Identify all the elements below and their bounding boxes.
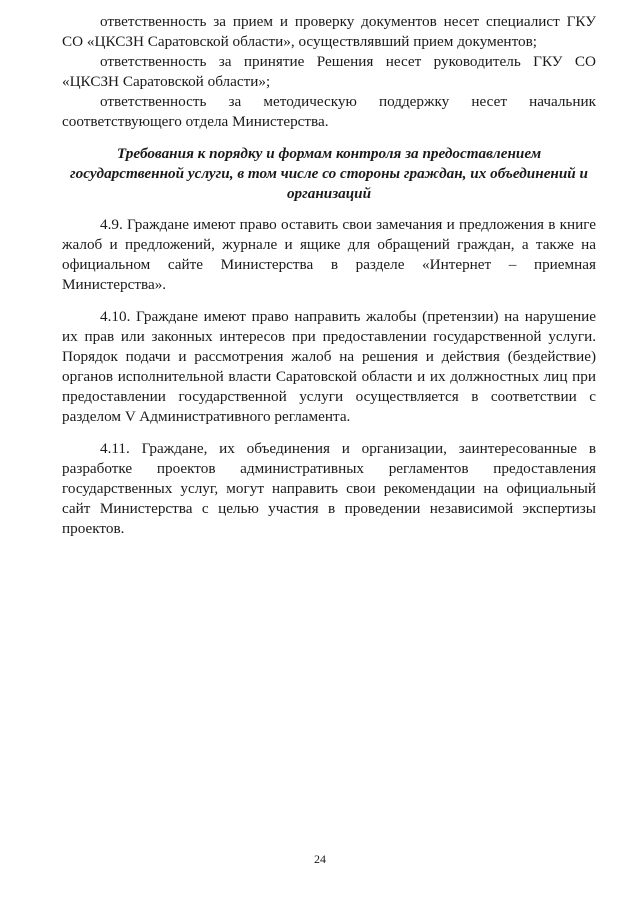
paragraph-4-9: 4.9. Граждане имеют право оставить свои замечания и предложения в книге жалоб и предложений, журнале и ящике для обращений граждан, а также на официальном сайте Министерства в разделе «Интернет – приемная Министерства». xyxy=(62,216,596,293)
paragraph-4-10: 4.10. Граждане имеют право направить жалобы (претензии) на нарушение их прав или законных интересов при предоставлении государственной услуги. Порядок подачи и рассмотрения жалоб на решения и действия (бездействие) органов исполнительной власти Саратовской области и их должностных лиц при предоставлении государственной услуги осуществляется в соответствии с разделом V Административного регламента. xyxy=(62,308,596,425)
page-number: 24 xyxy=(314,852,326,866)
list-item: ответственность за принятие Решения несет руководитель ГКУ СО «ЦКСЗН Саратовской области»; xyxy=(62,53,596,90)
list-item: ответственность за методическую поддержку несет начальник соответствующего отдела Министерства. xyxy=(62,93,596,130)
section-heading: Требования к порядку и формам контроля за предоставлением государственной услуги, в том числе со стороны граждан, их объединений и организаций xyxy=(70,145,588,202)
paragraph-4-11: 4.11. Граждане, их объединения и организации, заинтересованные в разработке проектов административных регламентов предоставления государственных услуг, могут направить свои рекомендации на официальный сайт Министерства с целью участия в проведении независимой экспертизы проектов. xyxy=(62,440,596,537)
document-page xyxy=(62,12,596,539)
list-item: ответственность за прием и проверку документов несет специалист ГКУ СО «ЦКСЗН Саратовской области», осуществлявший прием документов; xyxy=(62,13,596,50)
